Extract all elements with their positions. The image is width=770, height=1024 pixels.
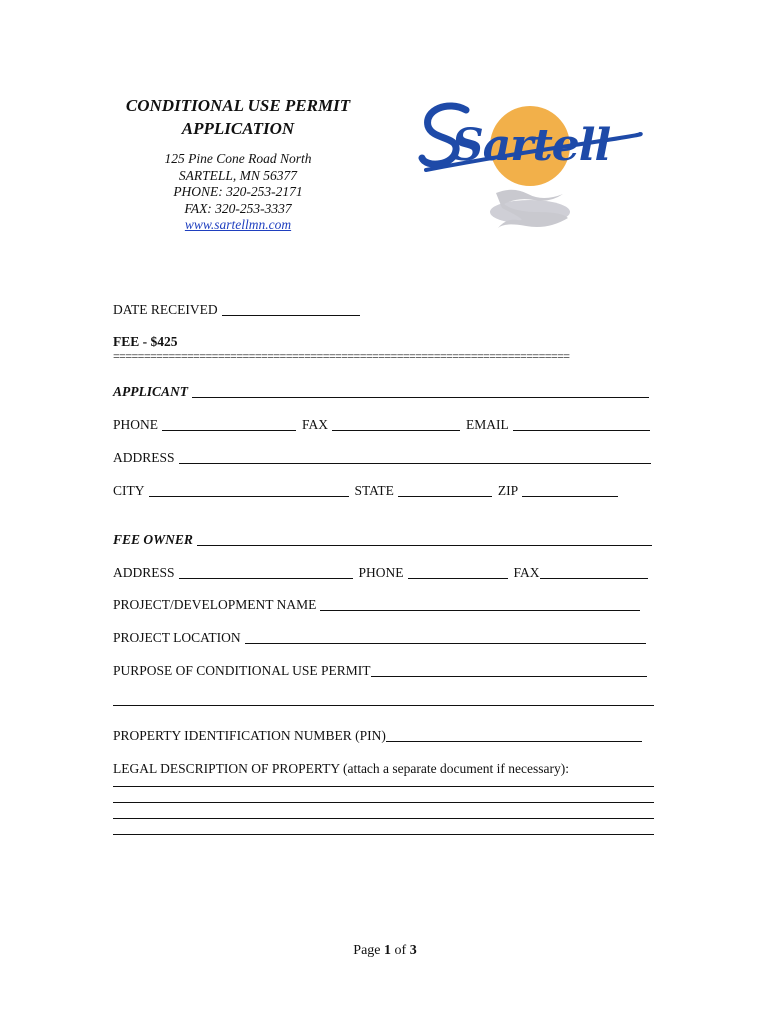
- of-word: of: [394, 943, 407, 958]
- applicant-contact-row: [113, 413, 650, 433]
- city-state-zip: SARTELL, MN 56377: [178, 167, 298, 183]
- applicant-field[interactable]: [192, 383, 649, 398]
- project-location-field[interactable]: [245, 629, 646, 644]
- date-received-label: DATE RECEIVED: [113, 302, 218, 317]
- pin-row: [113, 724, 642, 744]
- project-location-label: PROJECT LOCATION: [113, 630, 241, 645]
- legal-description-line-2[interactable]: [113, 802, 654, 803]
- date-received-field[interactable]: [222, 301, 360, 316]
- purpose-label: PURPOSE OF CONDITIONAL USE PERMIT: [113, 663, 371, 678]
- page-number: [0, 943, 770, 959]
- owner-contact-row: [113, 561, 648, 581]
- fee-owner-field[interactable]: [197, 531, 652, 546]
- state-label: STATE: [354, 483, 394, 498]
- document-title: [112, 94, 364, 140]
- fee-owner-row: [113, 528, 652, 548]
- fee-row: [113, 330, 178, 350]
- legal-description-label: LEGAL DESCRIPTION OF PROPERTY (attach a separate document if necessary):: [113, 761, 569, 776]
- title-line-2: APPLICATION: [181, 119, 295, 138]
- phone-label: PHONE: [113, 417, 159, 432]
- page-total: 3: [409, 943, 417, 958]
- website-link[interactable]: www.sartellmn.com: [184, 217, 292, 232]
- pin-label: PROPERTY IDENTIFICATION NUMBER (PIN): [113, 728, 386, 743]
- page-current: 1: [384, 943, 392, 958]
- logo-wordmark: Sartell: [452, 120, 611, 171]
- applicant-address-row: [113, 446, 651, 466]
- project-location-row: [113, 626, 646, 646]
- legal-description-line-1[interactable]: [113, 786, 654, 787]
- phone-field[interactable]: [162, 416, 296, 431]
- legal-description-line-3[interactable]: [113, 818, 654, 819]
- project-name-label: PROJECT/DEVELOPMENT NAME: [113, 597, 317, 612]
- owner-phone-label: PHONE: [358, 565, 404, 580]
- city-contact-block: [112, 151, 364, 234]
- date-received-row: [113, 298, 360, 318]
- city-field[interactable]: [149, 482, 349, 497]
- page-word: Page: [353, 943, 381, 958]
- purpose-field[interactable]: [371, 662, 647, 677]
- owner-phone-field[interactable]: [408, 564, 508, 579]
- zip-label: ZIP: [497, 483, 519, 498]
- applicant-row: [113, 380, 649, 400]
- state-field[interactable]: [398, 482, 492, 497]
- sartell-logo: [418, 88, 650, 238]
- fee-label: FEE - $425: [113, 334, 178, 349]
- city-state-zip-row: [113, 479, 618, 499]
- legal-description-row: [113, 757, 569, 777]
- separator-line: ==========================================================================: [113, 350, 570, 362]
- contact-fax: FAX: 320-253-3337: [184, 200, 292, 216]
- address-field[interactable]: [179, 449, 651, 464]
- street-address: 125 Pine Cone Road North: [164, 151, 312, 166]
- purpose-row: [113, 659, 647, 679]
- fax-label: FAX: [302, 417, 329, 432]
- purpose-continuation-line[interactable]: [113, 705, 654, 706]
- owner-fax-label: FAX: [513, 565, 540, 580]
- city-label: CITY: [113, 483, 145, 498]
- legal-description-line-4[interactable]: [113, 834, 654, 835]
- applicant-label: APPLICANT: [113, 384, 189, 399]
- zip-field[interactable]: [522, 482, 618, 497]
- title-line-1: CONDITIONAL USE PERMIT: [125, 96, 351, 115]
- owner-address-label: ADDRESS: [113, 565, 175, 580]
- email-field[interactable]: [513, 416, 650, 431]
- address-label: ADDRESS: [113, 450, 175, 465]
- pin-field[interactable]: [386, 727, 642, 742]
- email-label: EMAIL: [466, 417, 509, 432]
- fax-field[interactable]: [332, 416, 460, 431]
- project-name-row: [113, 593, 640, 613]
- project-name-field[interactable]: [320, 596, 640, 611]
- contact-phone: PHONE: 320-253-2171: [173, 184, 303, 199]
- fee-owner-label: FEE OWNER: [113, 532, 193, 547]
- owner-fax-field[interactable]: [540, 564, 648, 579]
- owner-address-field[interactable]: [179, 564, 353, 579]
